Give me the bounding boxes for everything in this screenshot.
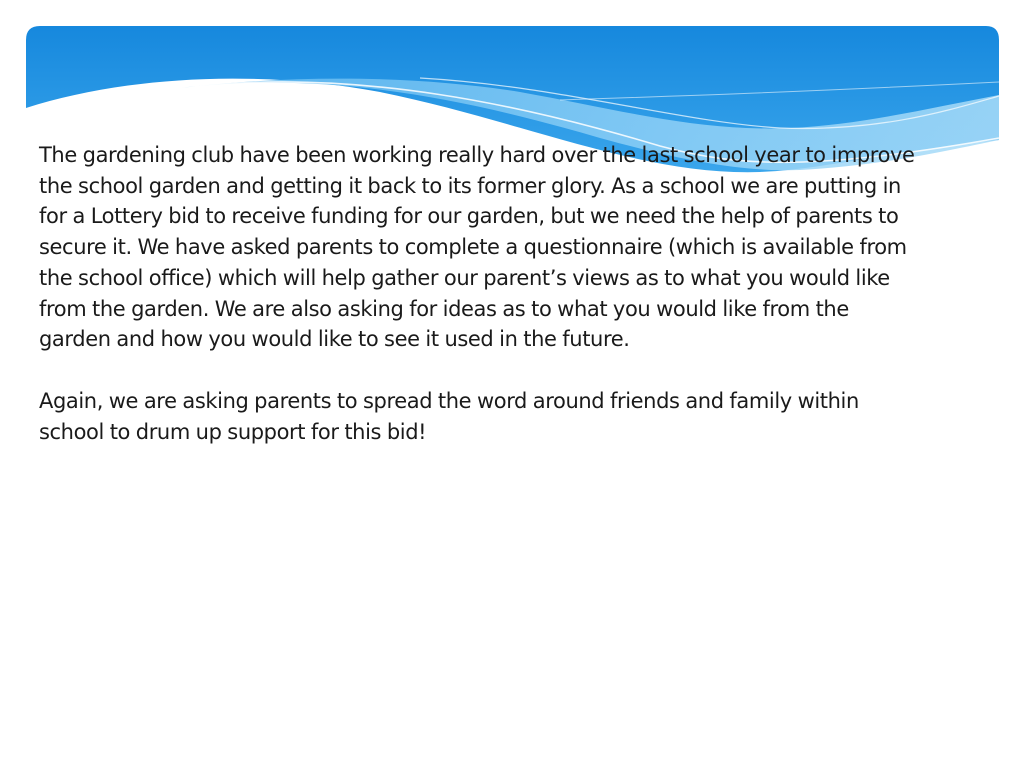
body-text [39,140,989,447]
paragraph-2: Again, we are asking parents to spread the word around friends and family within school to drum up support for this bid! [39,388,859,444]
paragraph-1: The gardening club have been working really hard over the last school year to improve the school garden and getting it back to its former glory. As a school we are putting in for a Lottery bid to receive funding for our garden, but we need the help of parents to secure it. We have asked parents to complete a questionnaire (which is available from the school office) which will help gather our parent’s views as to what you would like from the garden. We are also asking for ideas as to what you would like from the garden and how you would like to see it used in the future. [39,143,915,352]
